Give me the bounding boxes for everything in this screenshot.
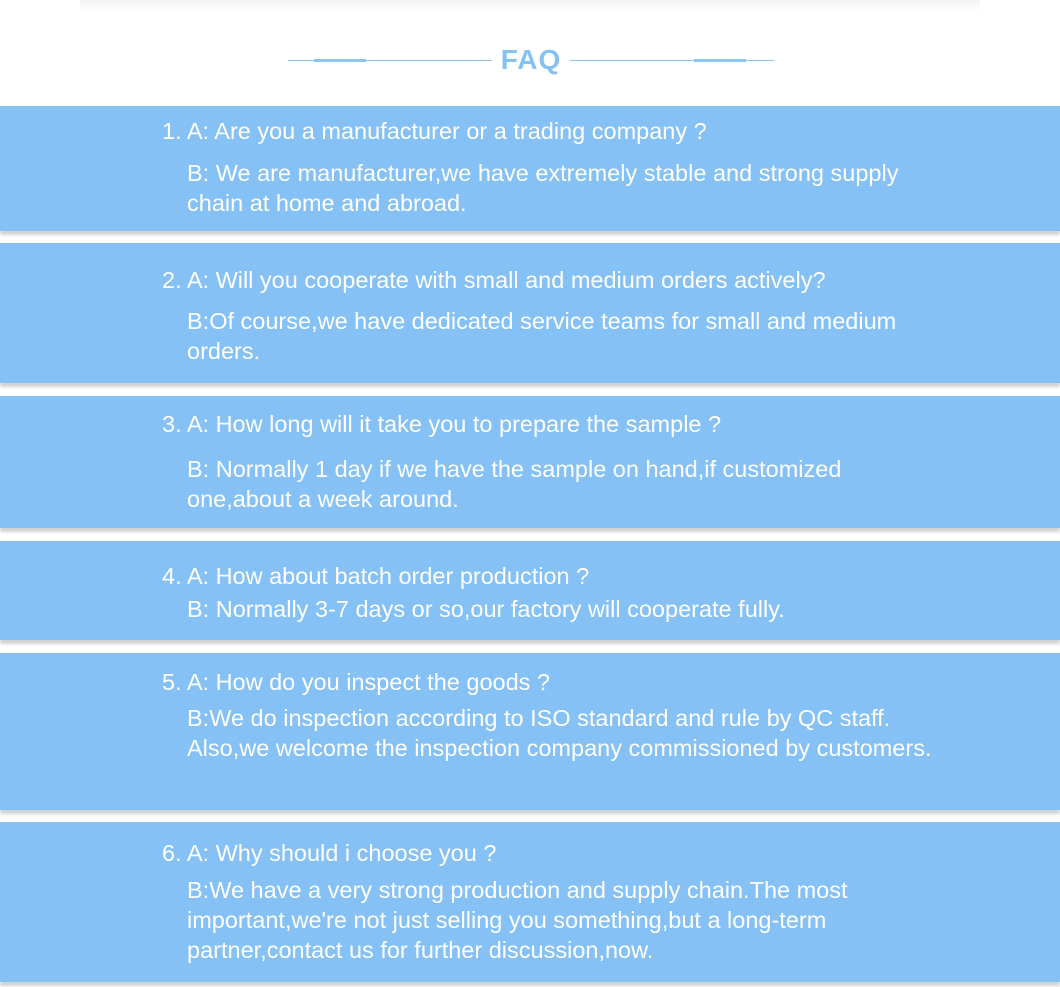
faq-answer: B:We have a very strong production and supply chain.The most important,we're not just selling you something,but a long-term partner,contact us for further discussion,now. bbox=[187, 877, 848, 963]
faq-item-2 bbox=[0, 243, 1060, 383]
faq-item-1 bbox=[0, 106, 1060, 231]
faq-header bbox=[0, 40, 1060, 84]
top-shadow bbox=[80, 0, 980, 12]
faq-answer: B:Of course,we have dedicated service teams for small and medium orders. bbox=[187, 308, 897, 364]
faq-question: 3. A: How long will it take you to prepare the sample ? bbox=[162, 411, 722, 437]
faq-question: 1. A: Are you a manufacturer or a trading company ? bbox=[162, 118, 707, 144]
faq-answer: B: Normally 1 day if we have the sample on hand,if customized one,about a week around. bbox=[187, 456, 842, 512]
faq-answer: B: Normally 3-7 days or so,our factory will cooperate fully. bbox=[187, 596, 785, 622]
faq-question: 4. A: How about batch order production ? bbox=[162, 563, 590, 589]
faq-answer: B: We are manufacturer,we have extremely stable and strong supply chain at home and abroad. bbox=[187, 160, 899, 216]
faq-question: 6. A: Why should i choose you ? bbox=[162, 840, 497, 866]
faq-item-5 bbox=[0, 653, 1060, 810]
faq-item-3 bbox=[0, 396, 1060, 528]
faq-answer: B:We do inspection according to ISO standard and rule by QC staff. Also,we welcome the inspection company commissioned by customers. bbox=[187, 705, 932, 761]
faq-item-4 bbox=[0, 541, 1060, 640]
faq-question: 2. A: Will you cooperate with small and medium orders actively? bbox=[162, 267, 826, 293]
header-accent-left bbox=[314, 59, 366, 62]
header-accent-right bbox=[694, 59, 746, 62]
faq-item-6 bbox=[0, 822, 1060, 982]
faq-question: 5. A: How do you inspect the goods ? bbox=[162, 669, 551, 695]
faq-title: FAQ bbox=[500, 44, 562, 75]
